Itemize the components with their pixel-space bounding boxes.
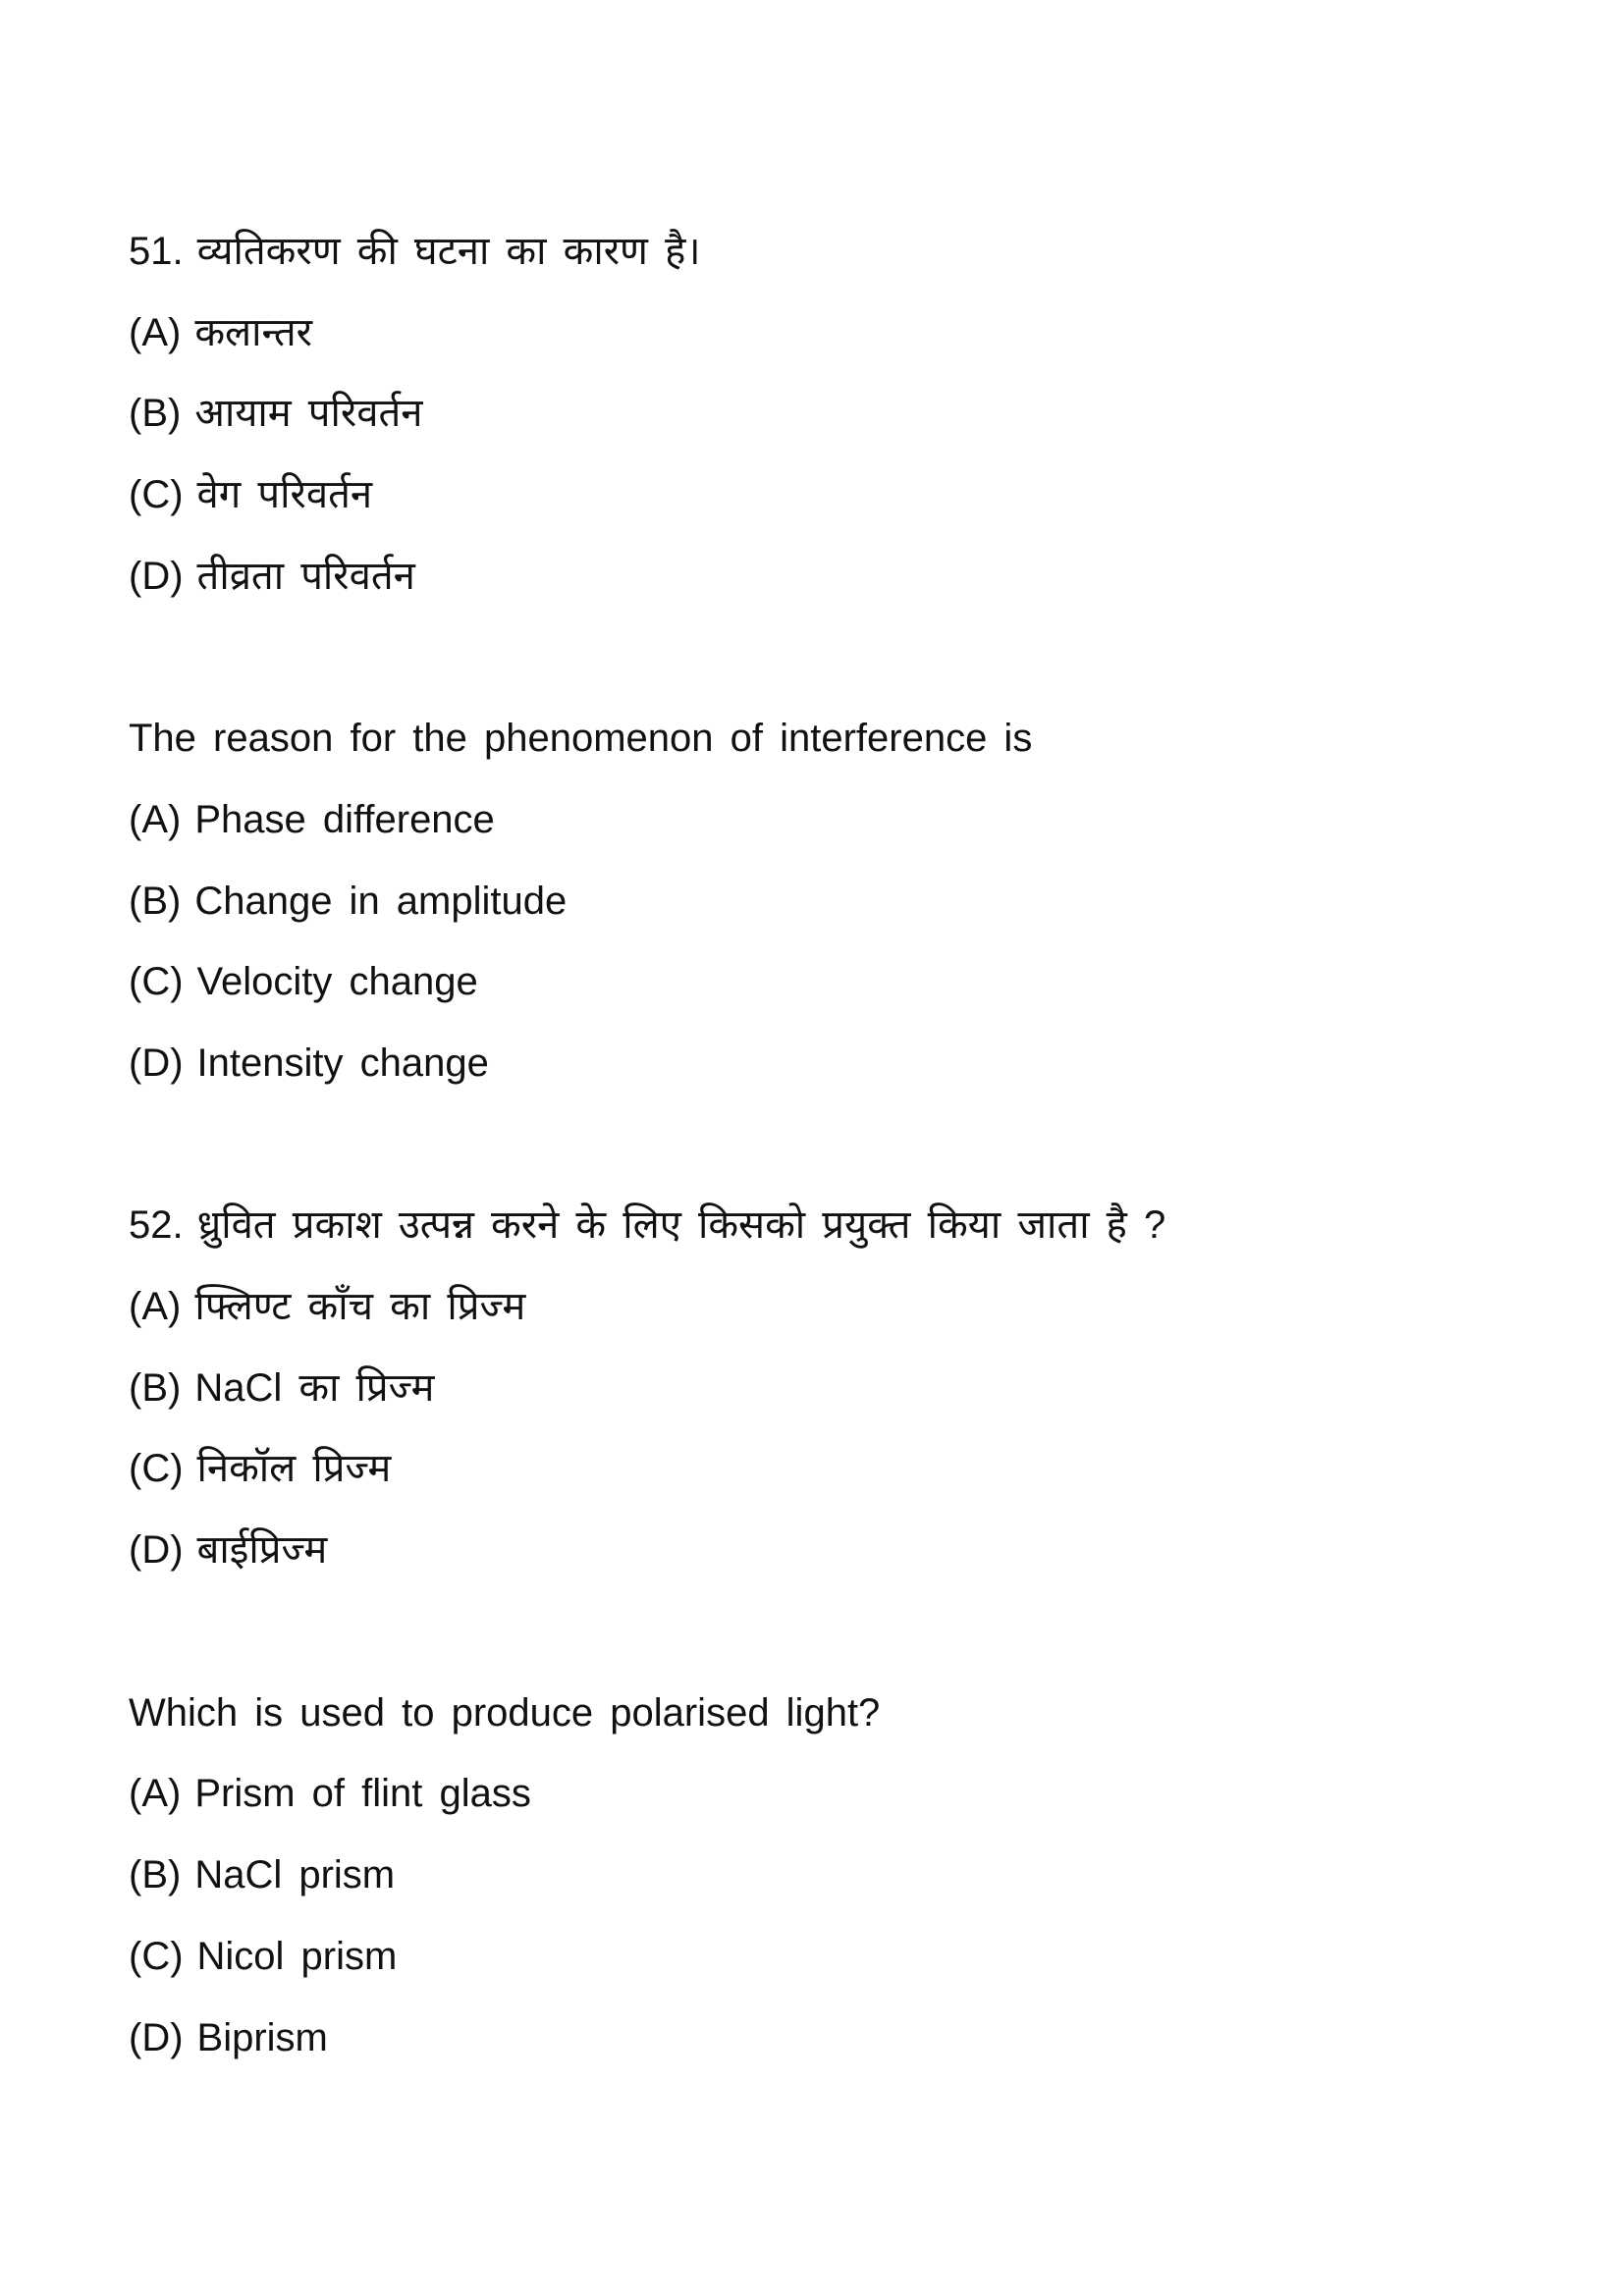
option-b — [129, 1363, 434, 1413]
option-text: Phase difference — [194, 798, 495, 841]
option-d — [129, 1039, 489, 1088]
option-text: तीव्रता परिवर्तन — [196, 555, 415, 598]
option-label: (A) — [129, 311, 182, 354]
option-c — [129, 1932, 397, 1981]
question-52-hindi — [129, 1201, 1165, 1250]
option-text: Prism of flint glass — [194, 1772, 531, 1815]
question-number: 52. — [129, 1203, 184, 1247]
question-text: व्यतिकरण की घटना का कारण है। — [196, 230, 701, 273]
option-label: (C) — [129, 473, 184, 516]
option-text: फ्लिण्ट काँच का प्रिज्म — [194, 1285, 526, 1328]
option-label: (C) — [129, 960, 184, 1003]
question-number: 51. — [129, 230, 184, 273]
option-label: (D) — [129, 1041, 184, 1085]
option-text: निकॉल प्रिज्म — [196, 1447, 392, 1490]
option-label: (B) — [129, 880, 182, 923]
option-label: (C) — [129, 1447, 184, 1490]
option-text: Intensity change — [196, 1041, 489, 1085]
option-d — [129, 2013, 328, 2062]
option-text: Nicol prism — [196, 1935, 398, 1978]
option-b — [129, 877, 567, 926]
option-text: Change in amplitude — [194, 880, 568, 923]
option-text: NaCl prism — [194, 1853, 396, 1896]
question-52-english — [129, 1688, 880, 1737]
option-c — [129, 957, 478, 1006]
option-label: (A) — [129, 1285, 182, 1328]
question-text: Which is used to produce polarised light? — [129, 1691, 881, 1735]
option-text: आयाम परिवर्तन — [194, 392, 423, 435]
option-a — [129, 1769, 531, 1818]
option-text: NaCl का प्रिज्म — [194, 1366, 435, 1410]
option-a — [129, 308, 312, 357]
question-text: ध्रुवित प्रकाश उत्पन्न करने के लिए किसको प्रयुक्त किया जाता है ? — [196, 1203, 1166, 1247]
option-a — [129, 1282, 525, 1331]
option-b — [129, 389, 422, 438]
option-text: कलान्तर — [194, 311, 313, 354]
option-d — [129, 1525, 327, 1575]
option-a — [129, 795, 495, 844]
option-c — [129, 470, 372, 519]
option-label: (B) — [129, 392, 182, 435]
option-label: (A) — [129, 798, 182, 841]
question-51-english — [129, 714, 1032, 763]
option-d — [129, 552, 415, 601]
option-b — [129, 1850, 395, 1899]
option-label: (B) — [129, 1853, 182, 1896]
option-text: वेग परिवर्तन — [196, 473, 373, 516]
option-label: (D) — [129, 1528, 184, 1572]
option-text: Velocity change — [196, 960, 478, 1003]
option-label: (D) — [129, 2016, 184, 2059]
option-text: Biprism — [196, 2016, 328, 2059]
option-c — [129, 1444, 391, 1493]
option-label: (B) — [129, 1366, 182, 1410]
option-label: (D) — [129, 555, 184, 598]
option-label: (C) — [129, 1935, 184, 1978]
question-51-hindi — [129, 227, 701, 276]
option-label: (A) — [129, 1772, 182, 1815]
option-text: बाईप्रिज्म — [196, 1528, 328, 1572]
question-text: The reason for the phenomenon of interference is — [129, 717, 1033, 760]
